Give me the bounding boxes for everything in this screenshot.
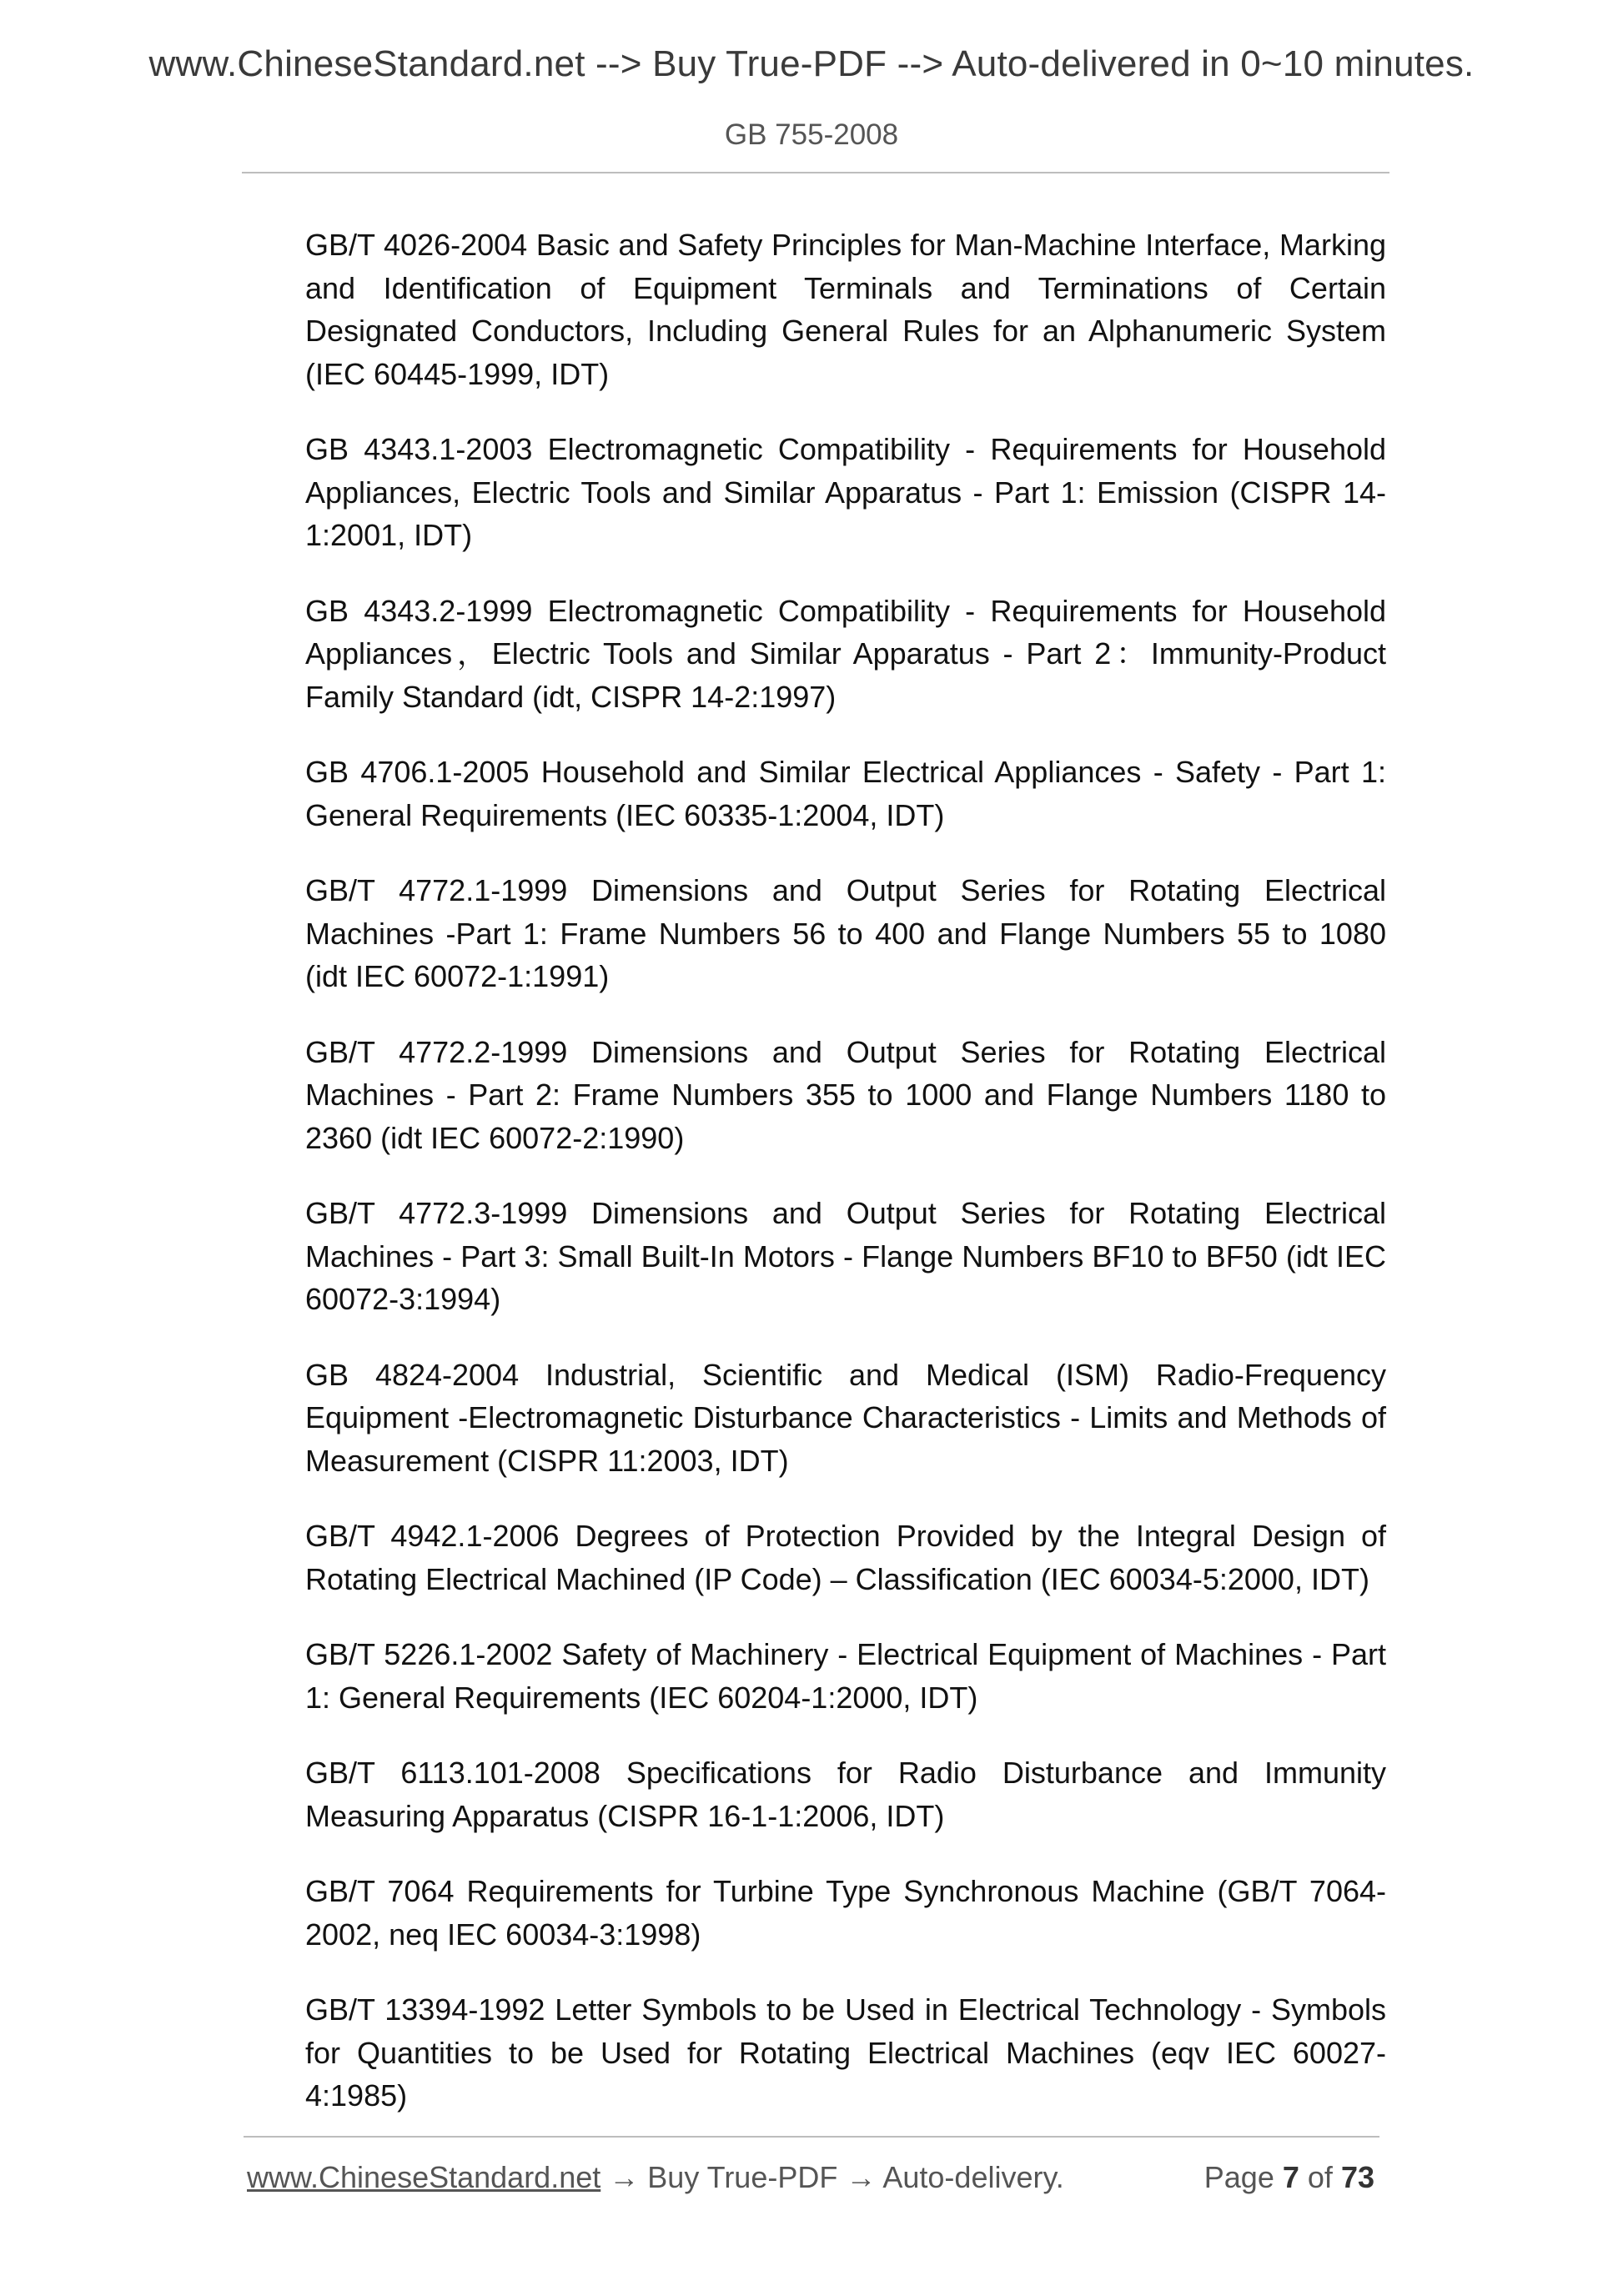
reference-item: GB/T 7064 Requirements for Turbine Type Synchronous Machine (GB/T 7064-2002, neq IEC 60034-3:1998) bbox=[305, 1874, 1386, 1952]
current-page-number: 7 bbox=[1282, 2160, 1299, 2194]
reference-item: GB/T 4942.1-2006 Degrees of Protection Provided by the Integral Design of Rotating Electrical Machined (IP Code) – Classification (IEC 60034-5:2000, IDT) bbox=[305, 1519, 1386, 1596]
footer-divider bbox=[244, 2136, 1379, 2138]
total-page-count: 73 bbox=[1340, 2160, 1374, 2194]
of-label: of bbox=[1307, 2160, 1333, 2194]
arrow-right-icon: → bbox=[609, 2160, 640, 2194]
normative-reference-list bbox=[305, 224, 1386, 2150]
reference-item: GB/T 5226.1-2002 Safety of Machinery - Electrical Equipment of Machines - Part 1: General Requirements (IEC 60204-1:2000, IDT) bbox=[305, 1637, 1386, 1715]
reference-item: GB/T 4772.2-1999 Dimensions and Output Series for Rotating Electrical Machines - Part 2: Frame Numbers 355 to 1000 and Flange Numbers 1180 to 2360 (idt IEC 60072-2:1990) bbox=[305, 1034, 1386, 1155]
header-divider bbox=[242, 172, 1389, 173]
reference-item: GB 4824-2004 Industrial, Scientific and Medical (ISM) Radio-Frequency Equipment -Electromagnetic Disturbance Characteristics - Limits and Methods of Measurement (CISPR 11:2003, IDT) bbox=[305, 1357, 1386, 1478]
reference-item: GB 4343.2-1999 Electromagnetic Compatibility - Requirements for Household Appliances，Electric Tools and Similar Apparatus - Part 2：Immunity-Product Family Standard (idt, CISPR 14-2:1997) bbox=[305, 593, 1386, 714]
reference-item: GB/T 4772.1-1999 Dimensions and Output Series for Rotating Electrical Machines -Part 1: Frame Numbers 56 to 400 and Flange Numbers 55 to 1080 (idt IEC 60072-1:1991) bbox=[305, 873, 1386, 993]
reference-item: GB/T 6113.101-2008 Specifications for Radio Disturbance and Immunity Measuring Apparatus (CISPR 16-1-1:2006, IDT) bbox=[305, 1756, 1386, 1833]
page-footer bbox=[247, 2160, 1379, 2195]
reference-item: GB 4706.1-2005 Household and Similar Electrical Appliances - Safety - Part 1: General Requirements (IEC 60335-1:2004, IDT) bbox=[305, 755, 1386, 832]
reference-item: GB/T 4026-2004 Basic and Safety Principles for Man-Machine Interface, Marking and Identification of Equipment Terminals and Terminations of Certain Designated Conductors, Including General Rules for an Alphanumeric System (IEC 60445-1999, IDT) bbox=[305, 228, 1386, 391]
top-banner: www.ChineseStandard.net --> Buy True-PDF --> Auto-delivered in 0~10 minutes. bbox=[148, 43, 1475, 84]
page-label: Page bbox=[1203, 2160, 1274, 2194]
reference-item: GB/T 4772.3-1999 Dimensions and Output Series for Rotating Electrical Machines - Part 3: Small Built-In Motors - Flange Numbers BF10 to BF50 (idt IEC 60072-3:1994) bbox=[305, 1196, 1386, 1316]
document-code: GB 755-2008 bbox=[724, 118, 899, 151]
reference-item: GB/T 13394-1992 Letter Symbols to be Used in Electrical Technology - Symbols for Quantities to be Used for Rotating Electrical Machines (eqv IEC 60027-4:1985) bbox=[305, 1992, 1386, 2113]
footer-delivery-text: Auto-delivery. bbox=[882, 2160, 1064, 2194]
reference-item: GB 4343.1-2003 Electromagnetic Compatibility - Requirements for Household Appliances, Electric Tools and Similar Apparatus - Part 1: Emission (CISPR 14-1:2001, IDT) bbox=[305, 432, 1386, 552]
page-indicator bbox=[1204, 2160, 1374, 2195]
footer-site-link[interactable]: www.ChineseStandard.net bbox=[247, 2160, 601, 2194]
arrow-right-icon: → bbox=[846, 2160, 877, 2194]
footer-buy-text: Buy True-PDF bbox=[647, 2160, 838, 2194]
